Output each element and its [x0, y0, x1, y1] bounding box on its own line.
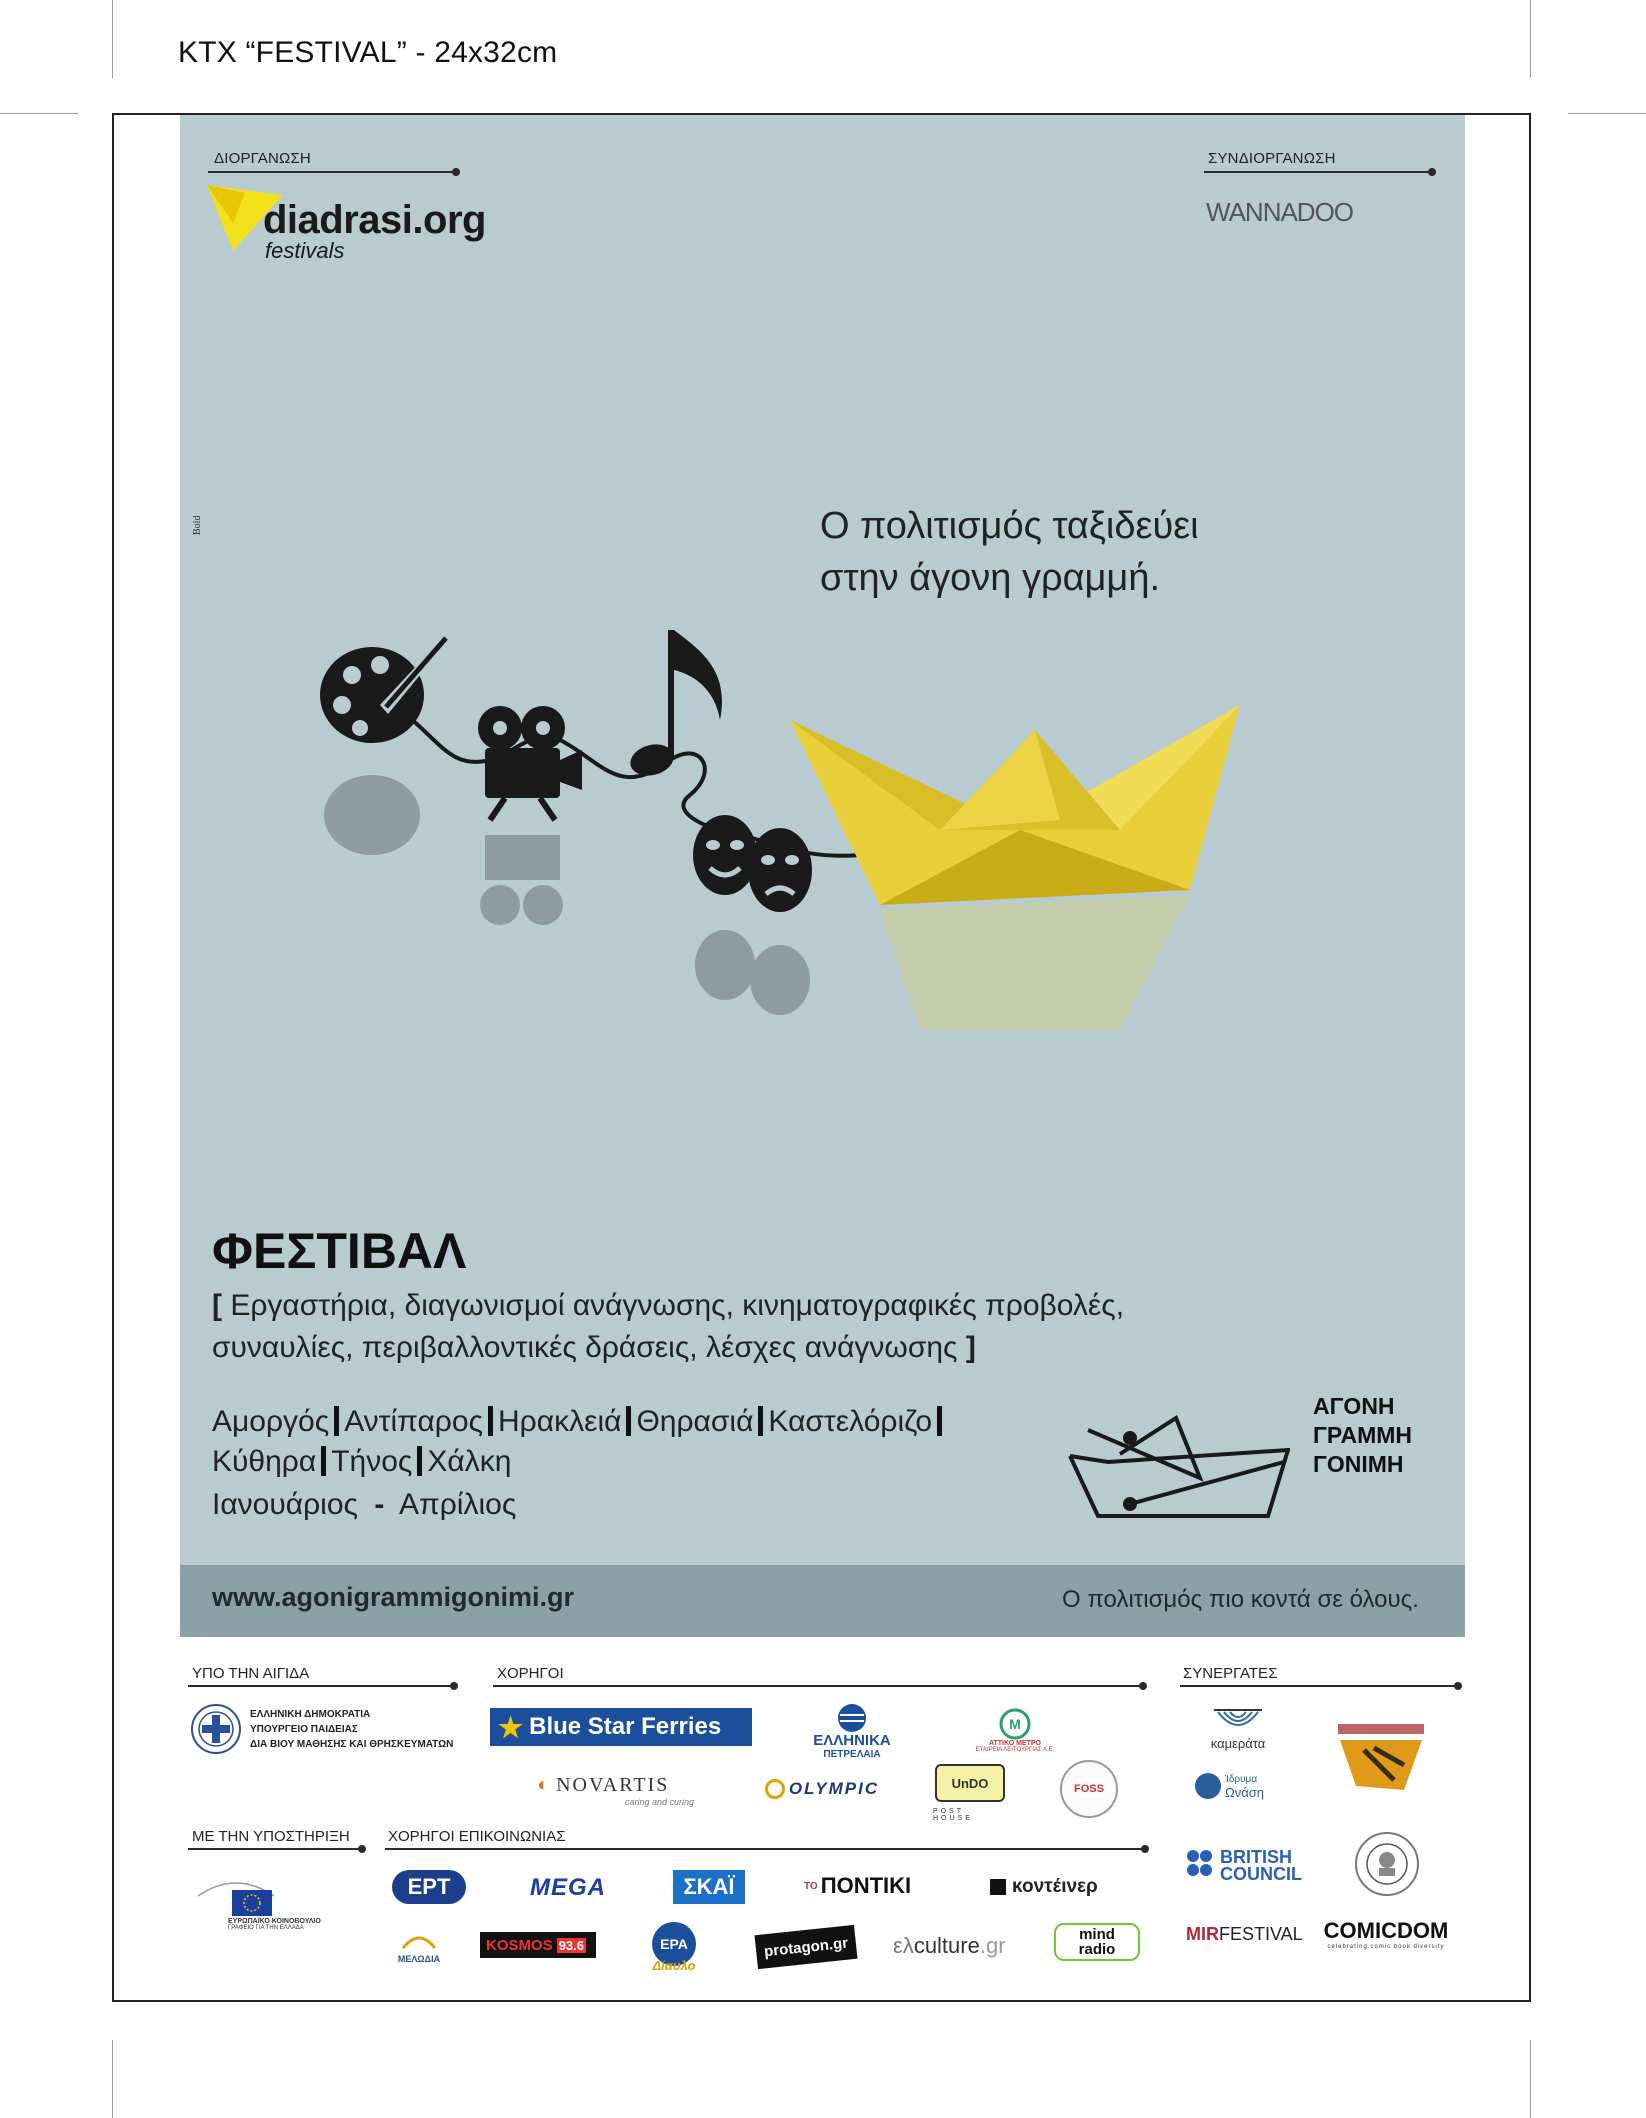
- place-antiparos: Αντίπαρος: [344, 1405, 483, 1438]
- mind-radio-label: mind radio: [1054, 1923, 1140, 1961]
- website-url[interactable]: www.agonigrammigonimi.gr: [212, 1582, 575, 1612]
- olympic-ring-icon: [765, 1779, 785, 1799]
- brand-line-2: ΓΡΑΜΜΗ: [1313, 1422, 1412, 1448]
- palette-icon: [320, 632, 452, 743]
- attiko-metro-logo: [960, 1700, 1070, 1760]
- eu-line-1: ΕΥΡΩΠΑΪΚΟ ΚΟΙΝΟΒΟΥΛΙΟ: [228, 1917, 321, 1925]
- crop-mark: [112, 0, 113, 78]
- places-list: [212, 1402, 1112, 1482]
- era-logo: [636, 1918, 712, 1976]
- crop-mark: [112, 2040, 113, 2118]
- kamerata-label: καμεράτα: [1210, 1735, 1266, 1751]
- metro-line-1: ΑΤΤΙΚΟ ΜΕΤΡΟ: [989, 1739, 1041, 1747]
- british-council-dots-icon: [1186, 1849, 1220, 1883]
- co-organizer-label: ΣΥΝΔΙΟΡΓΑΝΩΣΗ: [1208, 150, 1336, 167]
- close-bracket: ]: [965, 1331, 976, 1364]
- melodia-icon: [399, 1928, 439, 1954]
- british-council-logo: [1186, 1846, 1310, 1886]
- separator: [417, 1446, 422, 1476]
- place-chalki: Χάλκη: [427, 1445, 512, 1478]
- co-organizer-logo: WANNADOO: [1206, 197, 1354, 227]
- mir-label: MIR: [1186, 1923, 1219, 1944]
- place-irakleia: Ηρακλειά: [498, 1405, 622, 1438]
- tagline-line-1: Ο πολιτισμός ταξιδεύει: [820, 505, 1199, 547]
- undo-logo: [933, 1763, 1007, 1823]
- section-rule: [188, 1685, 454, 1687]
- protagon-label: protagon.gr: [763, 1934, 849, 1960]
- illustration: [300, 610, 1350, 1090]
- separator: [321, 1446, 326, 1476]
- auspices-text: [250, 1707, 453, 1752]
- onassis-icon: [1195, 1773, 1221, 1799]
- festival-title: ΦΕΣΤΙΒΑΛ: [212, 1223, 467, 1279]
- dates-from: Ιανουάριος: [212, 1488, 358, 1521]
- ert-logo: [392, 1870, 466, 1904]
- ert-label: ΕΡΤ: [407, 1874, 451, 1899]
- place-thirasia: Θηρασιά: [636, 1405, 754, 1438]
- separator: [488, 1406, 493, 1436]
- eu-parliament-logo: [196, 1866, 336, 1940]
- novartis-flame-icon: ◖: [535, 1773, 550, 1796]
- kosmos-label: KOSMOS: [486, 1936, 553, 1954]
- metro-line-2: ΕΤΑΙΡΕΙΑ ΛΕΙΤΟΥΡΓΙΑΣ Α.Ε.: [975, 1746, 1055, 1753]
- metro-icon: [997, 1708, 1033, 1740]
- separator: [334, 1406, 339, 1436]
- section-rule: [1180, 1685, 1458, 1687]
- konteiner-icon: [990, 1879, 1006, 1895]
- place-tinos: Τήνος: [331, 1445, 413, 1478]
- dates-to: Απρίλιος: [399, 1488, 517, 1521]
- onassis-logo: [1195, 1763, 1295, 1809]
- agoni-grammi-logo-icon: [1068, 1392, 1290, 1522]
- auspices-line-2: ΥΠΟΥΡΓΕΙΟ ΠΑΙΔΕΙΑΣ: [250, 1724, 358, 1735]
- side-note: Bold: [192, 515, 203, 535]
- era-sub: Δίαυλο: [652, 1957, 696, 1973]
- star-icon: ★: [498, 1711, 524, 1743]
- elpe-globe-icon: [837, 1703, 867, 1733]
- icons-reflection: [324, 775, 810, 1015]
- film-camera-icon: [478, 706, 582, 820]
- brand-name: [1313, 1392, 1412, 1479]
- section-rule: [493, 1685, 1143, 1687]
- comicdom-tagline: celebrating comic book diversity: [1327, 1944, 1445, 1950]
- novartis-label: NOVARTIS: [556, 1773, 670, 1796]
- place-kastellorizo: Καστελόριζο: [768, 1405, 933, 1438]
- dates-dash: -: [374, 1488, 385, 1521]
- organizer-logo: diadrasi.org: [263, 198, 486, 242]
- organizer-logo-sub: festivals: [265, 238, 345, 263]
- section-under-auspices: ΥΠΟ ΤΗΝ ΑΙΓΙΔΑ: [192, 1665, 310, 1682]
- document-title: KTX “FESTIVAL” - 24x32cm: [178, 36, 558, 69]
- kosmos-logo: [480, 1932, 596, 1958]
- desc-line-2: συναυλίες, περιβαλλοντικές δράσεις, λέσχες ανάγνωσης: [212, 1331, 958, 1364]
- tagline: [820, 500, 1199, 604]
- novartis-logo: [535, 1770, 695, 1810]
- festival-description: [212, 1285, 1124, 1369]
- separator: [758, 1406, 763, 1436]
- orchestra-logo: [1334, 1720, 1428, 1794]
- footer-slogan: Ο πολιτισμός πιο κοντά σε όλους.: [1062, 1586, 1419, 1613]
- section-media-sponsors: ΧΟΡΗΓΟΙ ΕΠΙΚΟΙΝΩΝΙΑΣ: [388, 1828, 566, 1845]
- crop-mark: [0, 113, 78, 114]
- orchestra-emblem-icon: [1334, 1720, 1428, 1794]
- mega-label: MEGA: [530, 1874, 606, 1901]
- paper-boat-icon: [790, 705, 1240, 905]
- elculture-main: culture: [913, 1933, 980, 1958]
- elpe-line-1: ΕΛΛΗΝΙΚΑ: [813, 1731, 891, 1749]
- place-amorgos: Αμοργός: [212, 1405, 330, 1438]
- onassis-line-2: Ωνάση: [1225, 1785, 1264, 1800]
- organizer-rule: [208, 171, 456, 173]
- pontiki-logo: [804, 1864, 940, 1908]
- melodia-logo: [390, 1920, 448, 1972]
- eu-line-2: ΓΡΑΦΕΙΟ ΓΙΑ ΤΗΝ ΕΛΛΑΔΑ: [228, 1924, 304, 1931]
- crop-mark: [1530, 0, 1531, 78]
- elculture-logo: [893, 1930, 1023, 1962]
- eu-parliament-icon: [196, 1876, 276, 1918]
- place-kythira: Κύθηρα: [212, 1445, 317, 1478]
- mind-radio-logo: [1054, 1918, 1140, 1966]
- mir-festival-label: FESTIVAL: [1219, 1923, 1303, 1944]
- greek-emblem-icon: [190, 1703, 242, 1755]
- section-sponsors: ΧΟΡΗΓΟΙ: [497, 1665, 564, 1682]
- pontiki-label: ΠΟΝΤΙΚΙ: [820, 1873, 912, 1898]
- olympic-label: OLYMPIC: [788, 1779, 880, 1798]
- elculture-suffix: .gr: [979, 1933, 1006, 1958]
- foss-logo: [1060, 1760, 1118, 1818]
- kosmos-frequency: 93.6: [558, 1937, 584, 1953]
- british-label: BRITISH: [1220, 1847, 1292, 1867]
- skai-label: ΣΚΑΪ: [683, 1874, 735, 1899]
- onassis-line-1: Ίδρυμα: [1225, 1774, 1258, 1785]
- elpe-line-2: ΠΕΤΡΕΛΑΙΑ: [823, 1748, 881, 1760]
- tagline-line-2: στην άγονη γραμμή.: [820, 557, 1161, 599]
- elculture-prefix: ελ: [893, 1933, 914, 1958]
- boat-reflection: [880, 895, 1190, 1030]
- open-bracket: [: [212, 1289, 222, 1322]
- council-label: COUNCIL: [1220, 1864, 1302, 1884]
- organizer-label: ΔΙΟΡΓΑΝΩΣΗ: [214, 150, 311, 167]
- foss-label: FOSS: [1074, 1783, 1104, 1795]
- crop-mark: [1568, 113, 1646, 114]
- brand-line-3: ΓΟΝΙΜΗ: [1313, 1451, 1404, 1477]
- pontiki-prefix: ΤΟ: [804, 1880, 818, 1892]
- melodia-label: ΜΕΛΩΔΙΑ: [397, 1954, 441, 1964]
- konteiner-logo: [990, 1872, 1126, 1902]
- museum-seal-icon: [1365, 1842, 1409, 1886]
- kamerata-logo: [1195, 1700, 1281, 1758]
- bluestar-label: Blue Star Ferries: [529, 1713, 722, 1740]
- separator: [937, 1406, 942, 1436]
- olympic-logo: [752, 1774, 892, 1804]
- section-partners: ΣΥΝΕΡΓΑΤΕΣ: [1183, 1665, 1278, 1682]
- mega-logo: [518, 1874, 618, 1902]
- desc-line-1: Εργαστήρια, διαγωνισμοί ανάγνωσης, κινηματογραφικές προβολές,: [230, 1289, 1125, 1322]
- section-rule: [385, 1848, 1145, 1850]
- auspices-line-1: ΕΛΛΗΝΙΚΗ ΔΗΜΟΚΡΑΤΙΑ: [250, 1709, 371, 1720]
- crop-mark: [1530, 2040, 1531, 2118]
- section-rule: [188, 1848, 362, 1850]
- svg-text:M: M: [1009, 1715, 1021, 1732]
- co-organizer-rule: [1204, 171, 1432, 173]
- theatre-masks-icon: [693, 815, 812, 912]
- undo-label: UnDO: [935, 1764, 1005, 1802]
- ellinika-petrelaia-logo: [792, 1700, 912, 1762]
- comicdom-logo: [1320, 1912, 1452, 1956]
- novartis-tagline: caring and curing: [625, 1796, 695, 1807]
- section-with-support: ΜΕ ΤΗΝ ΥΠΟΣΤΗΡΙΞΗ: [192, 1828, 350, 1845]
- skai-logo: [673, 1870, 745, 1904]
- auspices-line-3: ΔΙΑ ΒΙΟΥ ΜΑΘΗΣΗΣ ΚΑΙ ΘΡΗΣΚΕΥΜΑΤΩΝ: [250, 1739, 454, 1750]
- museum-seal-logo: [1355, 1832, 1419, 1896]
- konteiner-label: κοντέινερ: [1012, 1876, 1098, 1897]
- brand-line-1: ΑΓΟΝΗ: [1313, 1393, 1395, 1419]
- separator: [626, 1406, 631, 1436]
- undo-sub: POST HOUSE: [933, 1808, 973, 1822]
- era-label: ΕΡΑ: [652, 1922, 696, 1966]
- mir-festival-logo: [1186, 1918, 1306, 1950]
- kamerata-icon: [1212, 1708, 1264, 1736]
- comicdom-label: COMICDOM: [1323, 1918, 1449, 1943]
- festival-dates: [212, 1488, 516, 1522]
- bluestar-logo: [490, 1708, 752, 1746]
